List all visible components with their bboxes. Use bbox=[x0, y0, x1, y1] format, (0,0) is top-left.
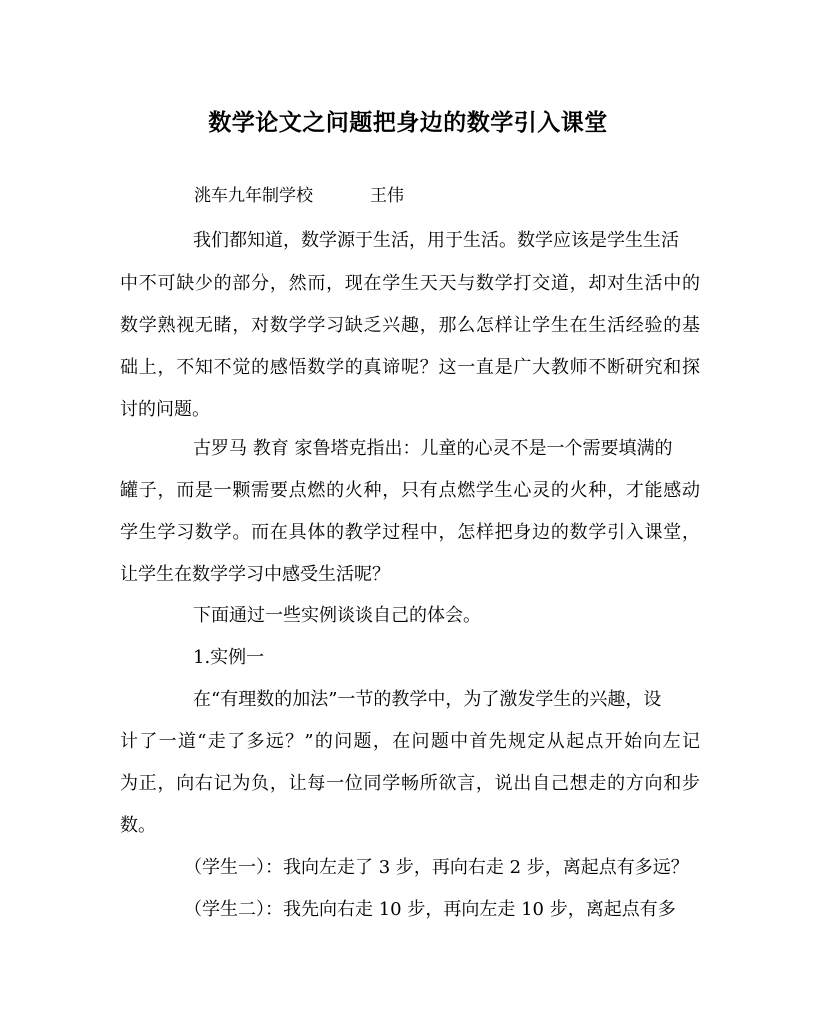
author-name: 王伟 bbox=[370, 186, 404, 206]
paragraph-4-line-1: 在“有理数的加法”一节的教学中，为了激发学生的兴趣，设 bbox=[193, 689, 662, 710]
paragraph-4-line-4: 数。 bbox=[120, 815, 156, 836]
paragraph-1-line-5: 讨的问题。 bbox=[120, 399, 210, 420]
student-one-line: （学生一）：我向左走了 3 步，再向右走 2 步，离起点有多远？ bbox=[184, 857, 689, 878]
paragraph-4-line-2: 计了一道“走了多远？”的问题，在问题中首先规定从起点开始向左记 bbox=[120, 731, 700, 752]
paragraph-1-line-3: 数学熟视无睹，对数学学习缺乏兴趣，那么怎样让学生在生活经验的基 bbox=[120, 315, 700, 336]
paragraph-2-line-2: 罐子，而是一颗需要点燃的火种，只有点燃学生心灵的火种，才能感动 bbox=[120, 480, 700, 501]
paragraph-4-line-3: 为正，向右记为负，让每一位同学畅所欲言，说出自己想走的方向和步 bbox=[120, 773, 700, 794]
paragraph-1-line-2: 中不可缺少的部分，然而，现在学生天天与数学打交道，却对生活中的 bbox=[120, 273, 700, 294]
paragraph-3-line-1: 下面通过一些实例谈谈自己的体会。 bbox=[193, 605, 481, 626]
paragraph-1-line-1: 我们都知道，数学源于生活，用于生活。数学应该是学生生活 bbox=[193, 230, 679, 251]
paragraph-2-line-4: 让学生在数学学习中感受生活呢？ bbox=[120, 564, 390, 585]
section-heading-example-1: 1.实例一 bbox=[193, 647, 265, 668]
paragraph-2-line-3: 学生学习数学。而在具体的教学过程中，怎样把身边的数学引入课堂， bbox=[120, 522, 700, 543]
author-school: 洮车九年制学校 bbox=[194, 186, 313, 206]
paragraph-2-line-1: 古罗马 教育 家鲁塔克指出：儿童的心灵不是一个需要填满的 bbox=[193, 438, 673, 459]
document-title: 数学论文之问题把身边的数学引入课堂 bbox=[208, 109, 608, 136]
paragraph-1-line-4: 础上，不知不觉的感悟数学的真谛呢？这一直是广大教师不断研究和探 bbox=[120, 357, 700, 378]
student-two-line: （学生二）：我先向右走 10 步，再向左走 10 步，离起点有多 bbox=[184, 899, 676, 920]
